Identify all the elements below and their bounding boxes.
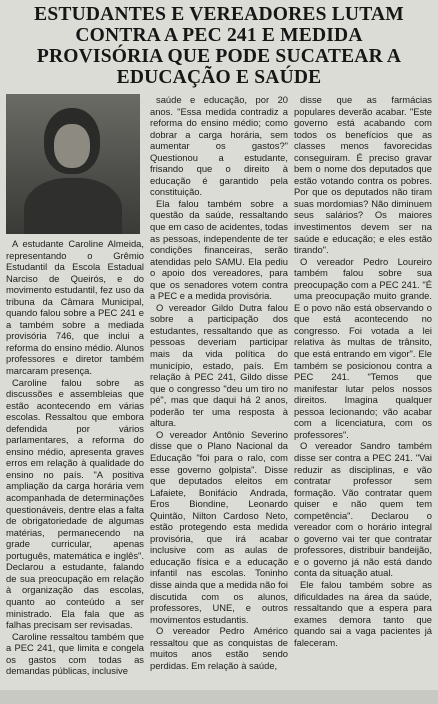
headline-line-1: ESTUDANTES E VEREADORES LUTAM (34, 4, 404, 25)
paragraph: disse que as farmácias populares deverão acabar. "Este governo está acabando com todos os benefícios que as classes menos favorecidas conseguiram. É preciso gravar bem o nome dos deputados que estão votando contra os pobres. Por que os deputados não tiram suas mordomias? Não diminuem seus salários? Os maiores investimentos devem ser na saúde e educação; e eles estão tirando". (294, 94, 432, 256)
paragraph: O vereador Pedro Loureiro também falou sobre sua preocupação com a PEC 241. "É uma preocupação muito grande. E o povo não está observando o que está acontecendo no congresso. Foi votada a lei relativa às multas de trânsito, que está entrando em vigor". Ele também se posicionou contra a PEC 241. "Temos que manifestar lutar pelos nossos direitos. Imagina qualquer pessoa lecionando; vão acabar com a licenciatura, com os professores". (294, 255, 432, 440)
headline-line-4: EDUCAÇÃO E SAÚDE (116, 67, 322, 88)
paragraph: saúde e educação, por 20 anos. "Essa medida contradiz a reforma do ensino médio; como dobrar a carga horária, sem aumentar os gastos?" Questionou a estudante, frisando que o direito à educação é garantido pela constituição. (150, 94, 288, 198)
article-column-1 (6, 94, 144, 694)
paragraph: O vereador Sandro também disse ser contra a PEC 241. "Vai reduzir as disciplinas, e vão contratar professor sem formação. Vão contratar quem quiser e não quem tem competência". Declarou o vereador com o horário integral o governo vai ter que contratar professores, distribuir bandeijão, e o governo já não está dando conta da situação atual. (294, 440, 432, 579)
headline-line-3: PROVISÓRIA QUE PODE SUCATEAR A (36, 46, 402, 67)
paragraph: Caroline falou sobre as discussões e assembleias que estão acontecendo em várias escolas. Ressaltou que embora defendida por vários parlamentares, a reforma do ensino médio, apresenta graves erros em relação à qualidade do ensino no país. "A positiva ampliação da carga horária vem acompanhada de determinações questionáveis, dentre elas a falta de obrigatoriedade de algumas matérias, permanecendo na grade curricular, apenas português, matemática e inglês". Declarou a estudante, falando de sua preocupação em relação à organização das escolas, quanto ao conteúdo a ser ministrado. Ela fala que as falhas precisam ser revisadas. (6, 376, 144, 631)
article-column-2 (150, 94, 288, 694)
paragraph: A estudante Caroline Almeida, representando o Grêmio Estudantil da Escola Estadual Narciso de Queirós, e do movimento estudantil, fez uso da tribuna da Câmara Municipal, quando falou sobre a PEC 241 e a também sobre a mediada provisória 746, que inclui a reforma do ensino médio. Alunos professores e diretor também marcaram presença. (6, 238, 144, 377)
photo-figure-face (54, 124, 90, 168)
headline-line-2: CONTRA A PEC 241 E MEDIDA (75, 25, 363, 46)
article-body (6, 94, 432, 694)
page-footer-strip (0, 690, 438, 704)
article-column-3 (294, 94, 432, 694)
headline (6, 4, 432, 88)
paragraph: Caroline ressaltou também que a PEC 241, que limita e congela os gastos com todas as demandas públicas, inclusive (6, 630, 144, 677)
paragraph: Ele falou também sobre as dificuldades na área da saúde, ressaltando que a espera para exames demora tanto que quando sai a vaga pacientes já faleceram. (294, 578, 432, 648)
student-photo (6, 94, 140, 234)
paragraph: O vereador Gildo Dutra falou sobre a participação dos estudantes, ressaltando que as pessoas deveriam participar mais da vida política do município, estado, país. Em relação à PEC 241, Gildo disse que o congresso "deu um tiro no pé", mas que daqui há 2 anos, poderão ter uma resposta à altura. (150, 301, 288, 429)
photo-figure-body (24, 178, 122, 234)
paragraph: Ela falou também sobre a questão da saúde, ressaltando que em caso de acidentes, todas as pessoas, independente de ter condições financeiras, serão atendidas pelo SAMU. Ela pediu o apoio dos vereadores, para que os senadores votem contra a PEC e a medida provisória. (150, 197, 288, 302)
paragraph: O vereador Antônio Severino disse que o Plano Nacional da Educação "foi para o ralo, com esse governo golpista". Disse que deputados eleitos em Lafaiete, Bonifácio Andrada, Eros Biondine, Leonardo Quintão, Nilton Cardoso Neto, estão protegendo esta medida provisória, que irá acabar inclusive com as aulas de educação física e a educação infantil nas escolas. Toninho disse ainda que a medida não foi discutida com os alunos, professores, UNE, e outros movimentos estudantis. (150, 428, 288, 625)
paragraph: O vereador Pedro Américo ressaltou que as conquistas de muitos anos estão sendo perdidas. Em relação à saúde, (150, 625, 288, 671)
